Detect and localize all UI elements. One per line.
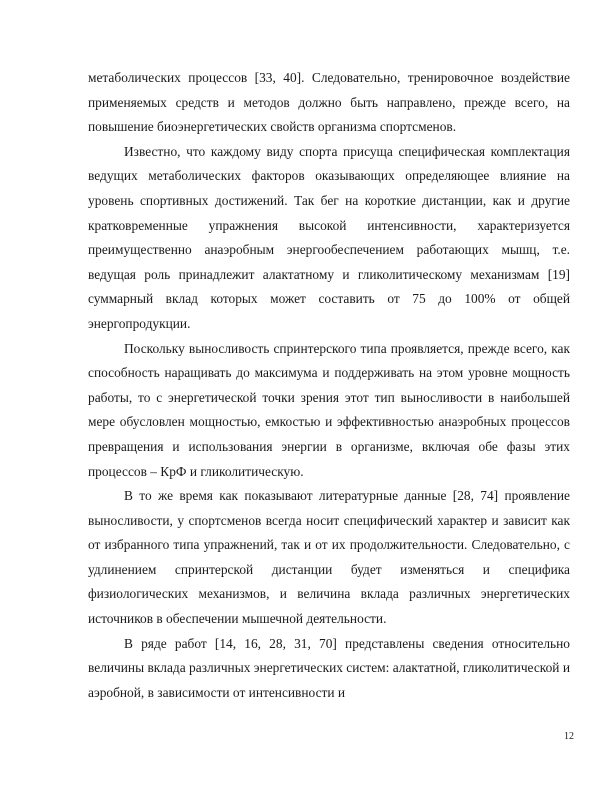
paragraph-5: В ряде работ [14, 16, 28, 31, 70] представлены сведения относительно величины вклада различных энергетических систем: алактатной, гликолитической и аэробной, в зависимости от интенсивности и — [88, 635, 570, 700]
paragraph-2: Известно, что каждому виду спорта присуща специфическая комплектация ведущих метаболических факторов оказывающих определяющее влияние на уровень спортивных достижений. Так бег на короткие дистанции, как и другие кратковременные упражнения высокой интенсивности, характеризуется преимущественно анаэробным энергообеспечением работающих мышц, т.е. ведущая роль принадлежит алактатному и гликолитическому механизмам [19] суммарный вклад которых может составить от 75 до 100% от общей энергопродукции. — [88, 143, 570, 331]
body-text — [88, 66, 570, 705]
paragraph-3: Поскольку выносливость спринтерского типа проявляется, прежде всего, как способность наращивать до максимума и поддерживать на этом уровне мощность работы, то с энергетической точки зрения этот тип выносливости в наибольшей мере обусловлен мощностью, емкостью и эффективностью анаэробных процессов превращения и использования энергии в организме, включая обе фазы этих процессов – КрФ и гликолитическую. — [88, 340, 570, 479]
paragraph-4: В то же время как показывают литературные данные [28, 74] проявление выносливости, у спортсменов всегда носит специфический характер и зависит как от избранного типа упражнений, так и от их продолжительности. Следовательно, с удлинением спринтерской дистанции будет изменяться и специфика физиологических механизмов, и величина вклада различных энергетических источников в обеспечении мышечной деятельности. — [88, 488, 570, 627]
page-number: 12 — [564, 731, 574, 742]
paragraph-1: метаболических процессов [33, 40]. Следовательно, тренировочное воздействие применяемых средств и методов должно быть направлено, прежде всего, на повышение биоэнергетических свойств организма спортсменов. — [88, 70, 570, 135]
